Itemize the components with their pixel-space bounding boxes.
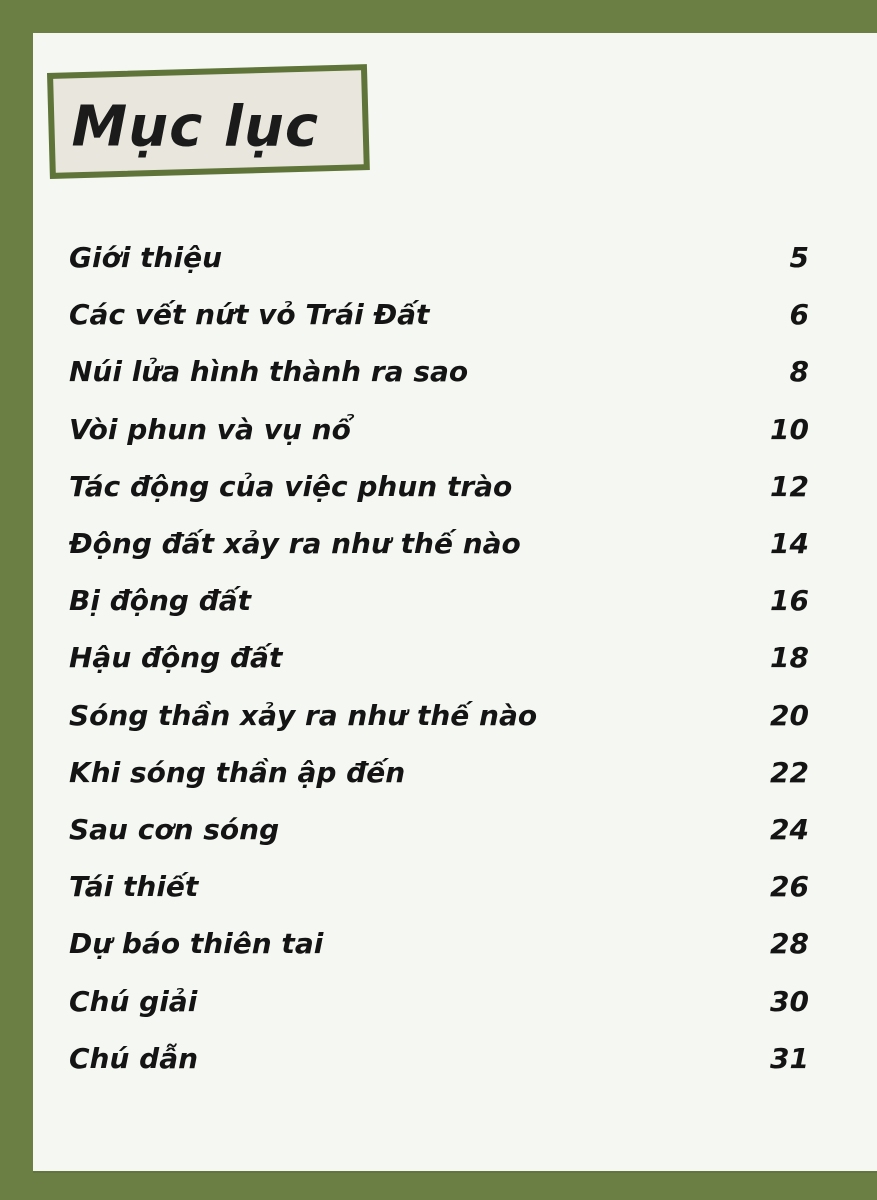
toc-entry-title: Bị động đất	[69, 584, 252, 618]
toc-entry	[69, 858, 809, 915]
toc-entry-title: Sóng thần xảy ra như thế nào	[69, 698, 538, 732]
toc-entry	[69, 687, 809, 744]
toc-entry-page: 5	[789, 241, 809, 275]
toc-entry-title: Chú giải	[69, 984, 198, 1018]
toc-entry	[69, 515, 809, 572]
toc-entry-page: 24	[770, 812, 809, 846]
toc-entry-title: Sau cơn sóng	[69, 812, 280, 846]
toc-entry	[69, 343, 809, 400]
toc-entry-page: 26	[770, 870, 809, 904]
toc-entry-page: 14	[770, 527, 809, 561]
toc-entry	[69, 286, 809, 343]
toc-entry-title: Chú dẫn	[69, 1041, 199, 1075]
toc-entry	[69, 915, 809, 972]
toc-entry-title: Giới thiệu	[69, 241, 223, 275]
toc-entry-title: Động đất xảy ra như thế nào	[69, 527, 521, 561]
toc-entry-title: Khi sóng thần ập đến	[69, 755, 406, 789]
title-box	[47, 64, 370, 179]
toc-entry-title: Dự báo thiên tai	[69, 927, 324, 961]
toc-entry-page: 8	[789, 355, 809, 389]
toc-entry-page: 22	[770, 755, 809, 789]
toc-entry-page: 20	[770, 698, 809, 732]
toc-entry	[69, 972, 809, 1029]
toc-entry-title: Các vết nứt vỏ Trái Đất	[69, 298, 430, 332]
toc-entry-title: Tác động của việc phun trào	[69, 469, 513, 503]
toc-entry-page: 10	[770, 412, 809, 446]
toc-entry-title: Núi lửa hình thành ra sao	[69, 355, 469, 389]
toc-entry	[69, 1030, 809, 1087]
page-sheet	[33, 33, 877, 1171]
toc-entry-page: 28	[770, 927, 809, 961]
toc-entry-title: Vòi phun và vụ nổ	[69, 412, 351, 446]
toc-entry-page: 31	[770, 1041, 809, 1075]
toc-entry	[69, 629, 809, 686]
toc-entry	[69, 401, 809, 458]
toc-entry-page: 16	[770, 584, 809, 618]
toc-entry-page: 12	[770, 469, 809, 503]
toc-entry-page: 18	[770, 641, 809, 675]
toc-entry-title: Tái thiết	[69, 870, 199, 904]
table-of-contents	[69, 229, 809, 1087]
toc-entry	[69, 458, 809, 515]
toc-entry	[69, 801, 809, 858]
toc-entry-page: 30	[770, 984, 809, 1018]
toc-entry	[69, 744, 809, 801]
page-title: Mục lục	[71, 94, 320, 160]
toc-entry	[69, 229, 809, 286]
toc-entry-page: 6	[789, 298, 809, 332]
toc-entry-title: Hậu động đất	[69, 641, 283, 675]
toc-entry	[69, 572, 809, 629]
